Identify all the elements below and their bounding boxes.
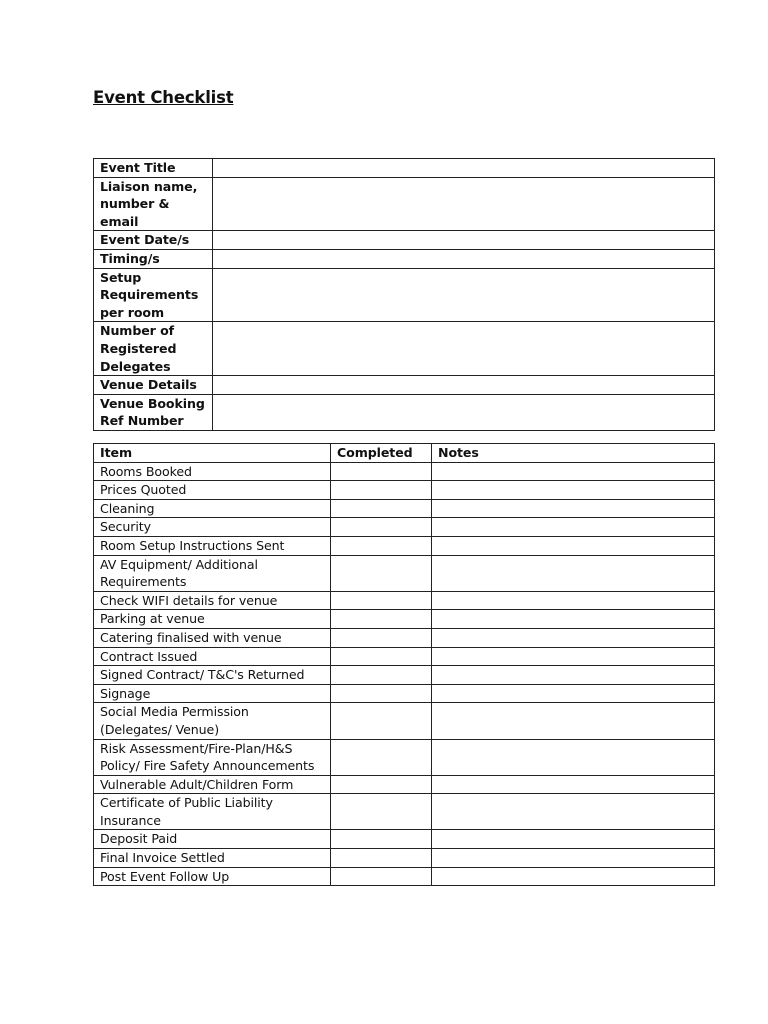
completed-cell[interactable] xyxy=(331,518,432,537)
table-row xyxy=(94,591,715,610)
item-cell: Cleaning xyxy=(94,499,331,518)
table-row xyxy=(94,518,715,537)
completed-cell[interactable] xyxy=(331,703,432,739)
table-header-row xyxy=(94,444,715,463)
completed-cell[interactable] xyxy=(331,499,432,518)
info-label: Venue Booking Ref Number xyxy=(94,394,213,430)
table-row xyxy=(94,159,715,178)
item-cell: Signage xyxy=(94,684,331,703)
table-row xyxy=(94,249,715,268)
table-row xyxy=(94,794,715,830)
completed-cell[interactable] xyxy=(331,462,432,481)
notes-cell[interactable] xyxy=(432,462,715,481)
item-cell: Final Invoice Settled xyxy=(94,849,331,868)
completed-cell[interactable] xyxy=(331,830,432,849)
table-row xyxy=(94,177,715,231)
item-cell: Certificate of Public Liability Insurance xyxy=(94,794,331,830)
notes-cell[interactable] xyxy=(432,591,715,610)
notes-cell[interactable] xyxy=(432,518,715,537)
item-cell: Rooms Booked xyxy=(94,462,331,481)
item-cell: Post Event Follow Up xyxy=(94,867,331,886)
notes-cell[interactable] xyxy=(432,536,715,555)
completed-cell[interactable] xyxy=(331,555,432,591)
completed-cell[interactable] xyxy=(331,666,432,685)
item-cell: Signed Contract/ T&C's Returned xyxy=(94,666,331,685)
column-header-completed: Completed xyxy=(331,444,432,463)
table-row xyxy=(94,647,715,666)
info-label: Event Title xyxy=(94,159,213,178)
table-row xyxy=(94,322,715,376)
notes-cell[interactable] xyxy=(432,830,715,849)
table-row xyxy=(94,703,715,739)
notes-cell[interactable] xyxy=(432,610,715,629)
table-row xyxy=(94,666,715,685)
completed-cell[interactable] xyxy=(331,867,432,886)
info-label: Timing/s xyxy=(94,249,213,268)
info-label: Venue Details xyxy=(94,376,213,395)
notes-cell[interactable] xyxy=(432,684,715,703)
notes-cell[interactable] xyxy=(432,867,715,886)
completed-cell[interactable] xyxy=(331,647,432,666)
item-cell: Deposit Paid xyxy=(94,830,331,849)
item-cell: Room Setup Instructions Sent xyxy=(94,536,331,555)
completed-cell[interactable] xyxy=(331,739,432,775)
item-cell: Check WIFI details for venue xyxy=(94,591,331,610)
info-value-cell[interactable] xyxy=(213,177,715,231)
table-row xyxy=(94,555,715,591)
info-label: Number of Registered Delegates xyxy=(94,322,213,376)
info-value-cell[interactable] xyxy=(213,159,715,178)
completed-cell[interactable] xyxy=(331,536,432,555)
notes-cell[interactable] xyxy=(432,666,715,685)
completed-cell[interactable] xyxy=(331,794,432,830)
item-cell: Catering finalised with venue xyxy=(94,628,331,647)
notes-cell[interactable] xyxy=(432,849,715,868)
info-value-cell[interactable] xyxy=(213,249,715,268)
completed-cell[interactable] xyxy=(331,610,432,629)
table-row xyxy=(94,376,715,395)
notes-cell[interactable] xyxy=(432,481,715,500)
table-row xyxy=(94,628,715,647)
table-row xyxy=(94,867,715,886)
table-row xyxy=(94,610,715,629)
table-row xyxy=(94,684,715,703)
item-cell: Prices Quoted xyxy=(94,481,331,500)
notes-cell[interactable] xyxy=(432,739,715,775)
table-row xyxy=(94,462,715,481)
info-value-cell[interactable] xyxy=(213,322,715,376)
table-row xyxy=(94,231,715,250)
item-cell: Security xyxy=(94,518,331,537)
table-row xyxy=(94,499,715,518)
notes-cell[interactable] xyxy=(432,647,715,666)
table-row xyxy=(94,849,715,868)
item-cell: Parking at venue xyxy=(94,610,331,629)
table-row xyxy=(94,268,715,322)
info-value-cell[interactable] xyxy=(213,376,715,395)
completed-cell[interactable] xyxy=(331,775,432,794)
completed-cell[interactable] xyxy=(331,481,432,500)
table-row xyxy=(94,536,715,555)
notes-cell[interactable] xyxy=(432,628,715,647)
info-label: Setup Requirements per room xyxy=(94,268,213,322)
checklist-table xyxy=(93,443,715,886)
table-row xyxy=(94,481,715,500)
table-row xyxy=(94,830,715,849)
notes-cell[interactable] xyxy=(432,703,715,739)
completed-cell[interactable] xyxy=(331,628,432,647)
notes-cell[interactable] xyxy=(432,499,715,518)
completed-cell[interactable] xyxy=(331,849,432,868)
info-value-cell[interactable] xyxy=(213,268,715,322)
page-title: Event Checklist xyxy=(93,88,234,107)
table-row xyxy=(94,739,715,775)
item-cell: Contract Issued xyxy=(94,647,331,666)
column-header-notes: Notes xyxy=(432,444,715,463)
info-value-cell[interactable] xyxy=(213,394,715,430)
completed-cell[interactable] xyxy=(331,684,432,703)
notes-cell[interactable] xyxy=(432,555,715,591)
info-value-cell[interactable] xyxy=(213,231,715,250)
notes-cell[interactable] xyxy=(432,775,715,794)
completed-cell[interactable] xyxy=(331,591,432,610)
item-cell: Social Media Permission (Delegates/ Venue) xyxy=(94,703,331,739)
table-row xyxy=(94,775,715,794)
item-cell: Vulnerable Adult/Children Form xyxy=(94,775,331,794)
table-row xyxy=(94,394,715,430)
notes-cell[interactable] xyxy=(432,794,715,830)
column-header-item: Item xyxy=(94,444,331,463)
info-label: Liaison name, number & email xyxy=(94,177,213,231)
item-cell: Risk Assessment/Fire-Plan/H&S Policy/ Fire Safety Announcements xyxy=(94,739,331,775)
item-cell: AV Equipment/ Additional Requirements xyxy=(94,555,331,591)
info-label: Event Date/s xyxy=(94,231,213,250)
event-info-table xyxy=(93,158,715,431)
